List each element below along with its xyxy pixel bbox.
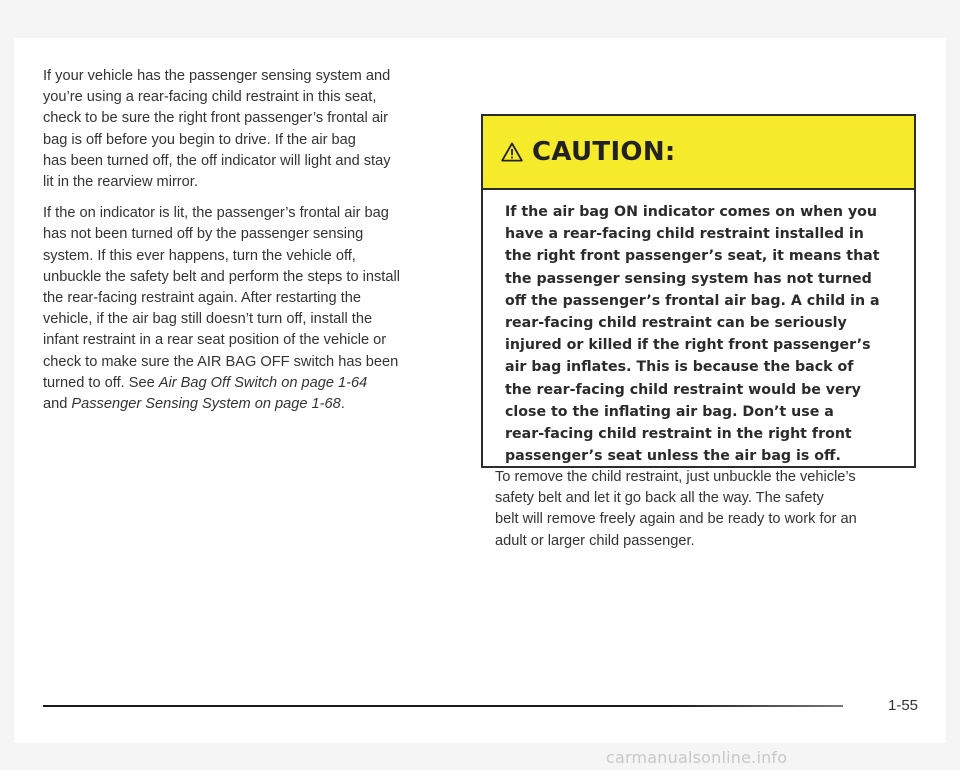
caution-line: the passenger sensing system has not turned xyxy=(505,270,872,287)
paragraph-passenger-sensing xyxy=(43,66,463,193)
text-line: belt will remove freely again and be ready to work for an xyxy=(495,511,857,528)
text-line: safety belt and let it go back all the way. The safety xyxy=(495,490,824,507)
text-line: has been turned off, the off indicator will light and stay xyxy=(43,152,391,169)
watermark: carmanualsonline.info xyxy=(606,748,788,767)
caution-line: rear-facing child restraint in the right front xyxy=(505,426,852,443)
paragraph-remove-restraint xyxy=(495,467,927,552)
text-line: If the on indicator is lit, the passenger’s frontal air bag xyxy=(43,205,389,222)
caution-line: close to the inflating air bag. Don’t use a xyxy=(505,403,834,420)
caution-body xyxy=(483,190,914,467)
text-line: and xyxy=(43,396,72,413)
text-line: the rear-facing restraint again. After restarting the xyxy=(43,290,361,307)
text-line: has not been turned off by the passenger sensing xyxy=(43,226,364,243)
text-line: To remove the child restraint, just unbuckle the vehicle’s xyxy=(495,469,856,485)
text-line: lit in the rearview mirror. xyxy=(43,174,198,191)
page-number: 1-55 xyxy=(888,697,919,714)
text-line: vehicle, if the air bag still doesn’t turn off, install the xyxy=(43,311,373,328)
caution-line: injured or killed if the right front passenger’s xyxy=(505,337,871,354)
caution-box xyxy=(481,114,916,468)
text-line: bag is off before you begin to drive. If the air bag xyxy=(43,131,356,148)
reference-passenger-sensing-system[interactable]: Passenger Sensing System on page 1-68 xyxy=(71,396,341,413)
caution-line: If the air bag ON indicator comes on when you xyxy=(505,204,878,220)
caution-title xyxy=(501,137,676,167)
caution-title-text: CAUTION: xyxy=(532,137,676,167)
text-line: check to make sure the AIR BAG OFF switch has been xyxy=(43,353,399,370)
text-line: system. If this ever happens, turn the vehicle off, xyxy=(43,247,356,264)
caution-header xyxy=(483,116,914,190)
text-line: . xyxy=(340,396,345,413)
text-line: adult or larger child passenger. xyxy=(495,532,695,549)
text-line: unbuckle the safety belt and perform the steps to install xyxy=(43,268,400,285)
left-column xyxy=(43,66,463,423)
caution-line: air bag inflates. This is because the back of xyxy=(505,359,854,376)
warning-triangle-icon xyxy=(501,142,523,162)
caution-line: the rear-facing child restraint would be very xyxy=(505,381,861,398)
text-line: check to be sure the right front passenger’s frontal air xyxy=(43,110,389,127)
caution-line: passenger’s seat unless the air bag is off. xyxy=(505,448,841,465)
caution-line: the right front passenger’s seat, it means that xyxy=(505,248,880,265)
caution-line: have a rear-facing child restraint installed in xyxy=(505,226,864,243)
footer-rule xyxy=(43,705,843,707)
paragraph-on-indicator xyxy=(43,203,463,415)
text-line: infant restraint in a rear seat position of the vehicle or xyxy=(43,332,387,349)
text-line: you’re using a rear-facing child restraint in this seat, xyxy=(43,89,377,106)
text-line: turned to off. See xyxy=(43,374,159,391)
text-line: If your vehicle has the passenger sensing system and xyxy=(43,68,391,84)
caution-line: rear-facing child restraint can be seriously xyxy=(505,315,847,332)
reference-air-bag-off-switch[interactable]: Air Bag Off Switch on page 1-64 xyxy=(158,374,368,391)
caution-line: off the passenger’s frontal air bag. A child in a xyxy=(505,292,880,309)
